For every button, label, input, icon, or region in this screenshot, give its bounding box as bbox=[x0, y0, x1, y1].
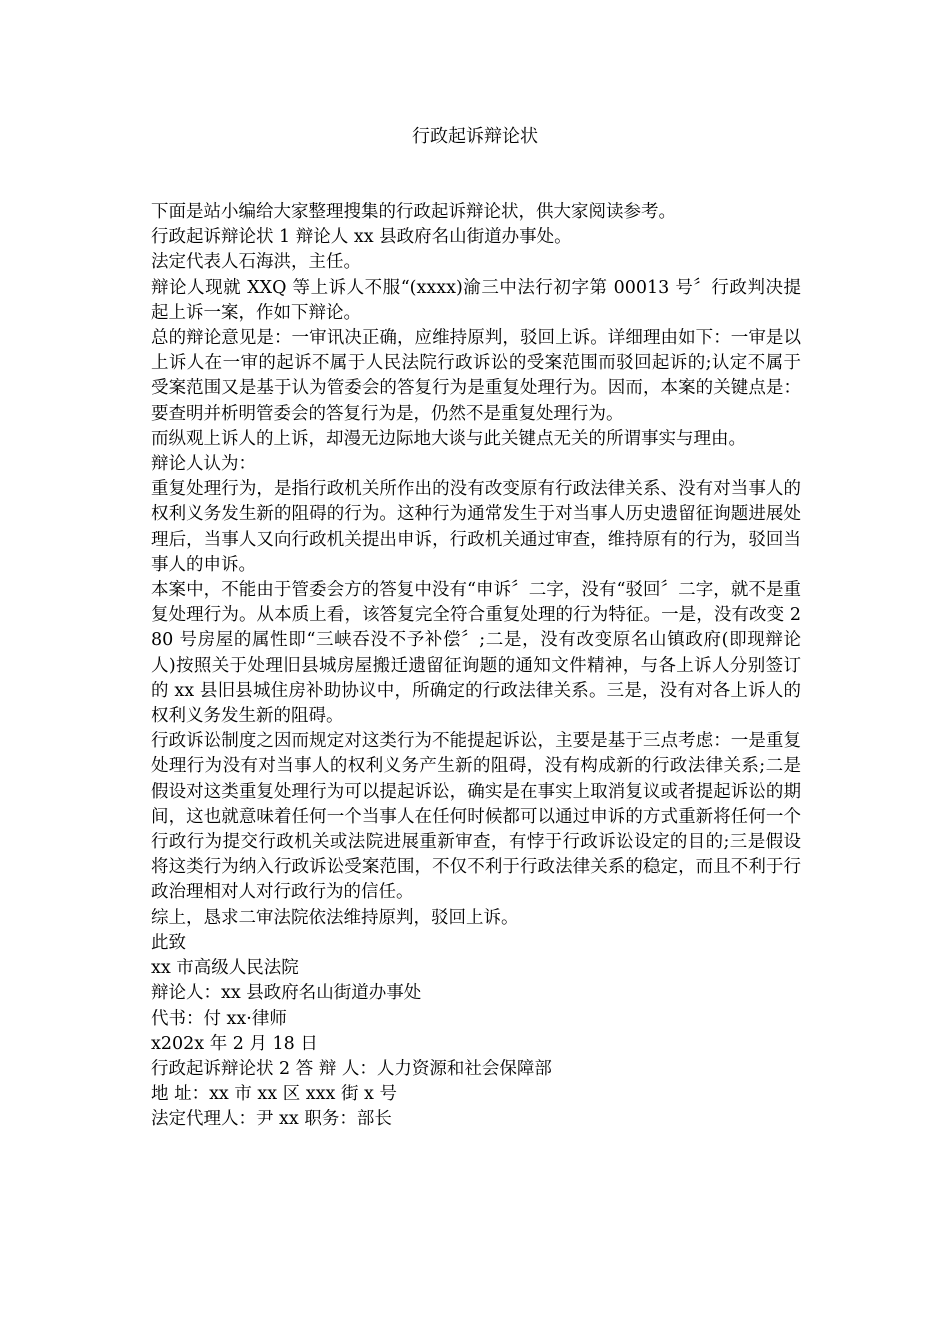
date-line: x202x 年 2 月 18 日 bbox=[151, 1033, 318, 1054]
respondent-paragraph: 行政起诉辩论状 1 辩论人 xx 县政府名山街道办事处。 bbox=[151, 227, 572, 248]
repeat-handling-definition-paragraph: 重复处理行为，是指行政机关所作出的没有改变原有行政法律关系、没有对当事人的权利义务发生新的阻碍的行为。这种行为通常发生于对当事人历史遗留征询题进展处理后，当事人又向行政机关提出申诉，行政机关通过审查，维持原有的行为，驳回当事人的申诉。 bbox=[151, 479, 801, 575]
legal-representative-paragraph: 法定代表人石海洪，主任。 bbox=[151, 252, 361, 273]
respondent-view-heading: 辩论人认为： bbox=[151, 454, 256, 475]
general-opinion-paragraph: 总的辩论意见是：一审讯决正确，应维持原判，驳回上诉。详细理由如下：一审是以上诉人在一审的起诉不属于人民法院行政诉讼的受案范围而驳回起诉的;认定不属于受案范围又是基于认为管委会的答复行为是重复处理行为。因而，本案的关键点是：要查明并析明管委会的答复行为是，仍然不是重复处理行为。 bbox=[151, 328, 801, 424]
document-title: 行政起诉辩论状 bbox=[412, 126, 538, 147]
intro-paragraph: 下面是站小编给大家整理搜集的行政起诉辩论状，供大家阅读参考。 bbox=[151, 202, 676, 222]
salutation-line: 此致 bbox=[151, 932, 186, 953]
litigation-rationale-paragraph: 行政诉讼制度之因而规定对这类行为不能提起诉讼，主要是基于三点考虑：一是重复处理行为没有对当事人的权利义务产生新的阻碍，没有构成新的行政法律关系;二是假设对这类重复处理行为可以提起诉讼，确实是在事实上取消复议或者提起诉讼的期间，这也就意味着任何一个当事人在任何时候都可以通过申诉的方式重新将任何一个行政行为提交行政机关或法院进展重新审查，有悖于行政诉讼设定的目的;三是假设将这类行为纳入行政诉讼受案范围，不仅不利于行政法律关系的稳定，而且不利于行政治理相对人对行政行为的信任。 bbox=[151, 731, 801, 903]
case-analysis-paragraph: 本案中，不能由于管委会方的答复中没有“申诉〞二字，没有“驳回〞二字，就不是重复处理行为。从本质上看，该答复完全符合重复处理的行为特征。一是，没有改变 280 号房屋的属性即“三峡吞没不予补偿〞;二是，没有改变原名山镇政府(即现辩论人)按照关于处理旧县城房屋搬迁遗留征询题的通知文件精神，与各上诉人分别签订的 xx 县旧县城住房补助协议中，所确定的行政法律关系。三是，没有对各上诉人的权利义务发生新的阻碍。 bbox=[151, 580, 801, 727]
document-body bbox=[151, 200, 801, 1133]
drafter-line: 代书：付 xx·律师 bbox=[151, 1008, 287, 1029]
address-line: 地 址：xx 市 xx 区 xxx 街 x 号 bbox=[151, 1084, 397, 1105]
second-sample-heading: 行政起诉辩论状 2 答 辩 人：人力资源和社会保障部 bbox=[151, 1058, 552, 1079]
conclusion-paragraph: 综上，恳求二审法院依法维持原判，驳回上诉。 bbox=[151, 907, 519, 928]
legal-agent-line: 法定代理人：尹 xx 职务：部长 bbox=[151, 1109, 392, 1130]
respondent-signature-line: 辩论人：xx 县政府名山街道办事处 bbox=[151, 983, 422, 1004]
court-name-line: xx 市高级人民法院 bbox=[151, 958, 299, 979]
appeal-critique-paragraph: 而纵观上诉人的上诉，却漫无边际地大谈与此关键点无关的所谓事实与理由。 bbox=[151, 428, 746, 449]
case-statement-paragraph: 辩论人现就 XXQ 等上诉人不服“(xxxx)渝三中法行初字第 00013 号〞行政判决提起上诉一案，作如下辩论。 bbox=[151, 277, 801, 323]
